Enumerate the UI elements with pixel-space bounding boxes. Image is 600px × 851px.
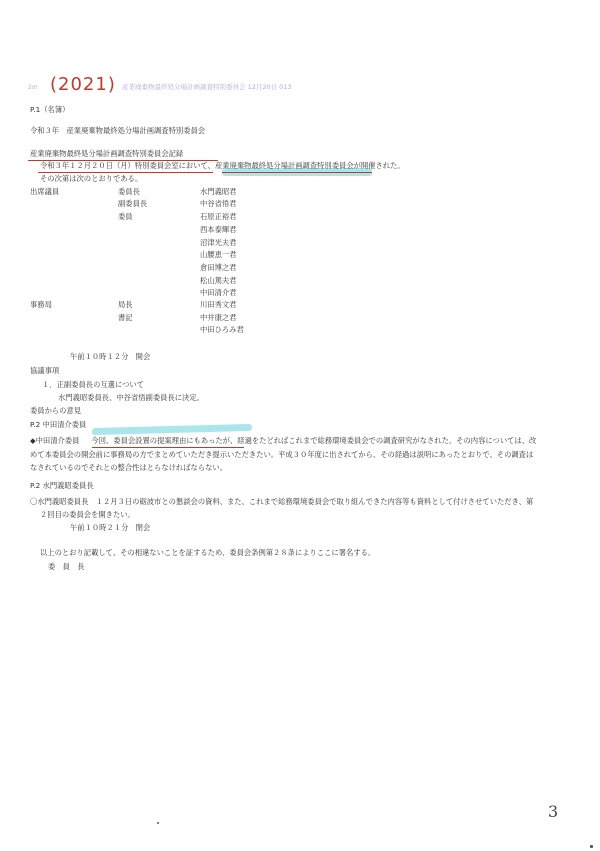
attendance-name: 中谷省悟君 bbox=[200, 199, 237, 208]
secretariat-name: 中田ひろみ君 bbox=[200, 325, 244, 334]
nakata-speaker: ◆中田清介委員 bbox=[30, 436, 80, 445]
attendance-name: 中田清介君 bbox=[200, 288, 237, 297]
page-label-p2-nakata: P.2 中田清介委員 bbox=[30, 420, 87, 429]
secretariat-label: 事務局 bbox=[30, 300, 52, 309]
certification-statement: 以上のとおり記載して、その相違ないことを証するため、委員会条例第２８条によりここに署名する。 bbox=[40, 548, 376, 557]
secretariat-name: 川田秀文君 bbox=[200, 300, 237, 309]
attendance-label: 出席議員 bbox=[30, 187, 60, 196]
signer-title: 委 員 長 bbox=[48, 562, 85, 571]
attendance-name: 水門義昭君 bbox=[200, 187, 237, 196]
secretariat-role: 局長 bbox=[118, 300, 133, 309]
scan-speck bbox=[157, 822, 159, 824]
record-date-line bbox=[40, 161, 405, 171]
attendance-name: 沼津光夫君 bbox=[200, 238, 237, 247]
record-committee-name: 産業廃棄物最終処分場計画調査特別委員会 bbox=[214, 161, 354, 170]
attendance-role: 委員 bbox=[118, 212, 133, 221]
record-date-part-a: 令和３年１２月２０日（月）特別委員会室において、 bbox=[40, 161, 215, 170]
attendance-name: 西本泰輝君 bbox=[200, 225, 237, 234]
agenda-intro: その次第は次のとおりである。 bbox=[40, 174, 143, 183]
agenda-heading: 協議事項 bbox=[30, 366, 60, 375]
agenda-item-1: １．正副委員長の互選について bbox=[42, 380, 145, 389]
opening-time: 午前１０時１２分 開会 bbox=[70, 352, 151, 361]
red-underline-nakata-phrase bbox=[92, 447, 244, 448]
attendance-role: 副委員長 bbox=[118, 199, 148, 208]
opinions-label: 委員からの意見 bbox=[30, 406, 82, 415]
attendance-name: 石原正裕君 bbox=[200, 212, 237, 221]
mizukado-speech-line-2: ２回目の委員会を開きたい。 bbox=[40, 510, 135, 519]
attendance-name: 松山篤夫君 bbox=[200, 276, 237, 285]
attendance-role: 委員長 bbox=[118, 187, 140, 196]
red-underline-committee bbox=[222, 172, 372, 173]
secretariat-name: 中井康之君 bbox=[200, 313, 237, 322]
nakata-speech-line-1 bbox=[30, 436, 536, 446]
cyan-highlight-section2-label bbox=[92, 424, 252, 435]
nakata-speech-line-2: めて本委員会の開会前に事務局の方でまとめていただき提示いただきたい。平成３０年度に出されてから、その経過は説明にあったとおりで、その調査は bbox=[30, 450, 534, 459]
closing-time: 午前１０時２１分 閉会 bbox=[70, 523, 151, 532]
page-label-p2-mizukado: P.2 水門義昭委員長 bbox=[30, 481, 94, 490]
secretariat-role: 書記 bbox=[118, 313, 133, 322]
record-title: 産業廃棄物最終処分場計画調査特別委員会記録 bbox=[30, 149, 184, 158]
nakata-speech-line-3: なされているのでそれとの整合性はとらなければならない。 bbox=[30, 463, 228, 472]
faint-header-text: 産業廃棄物最終処分場計画調査特別委員会 12月20日 013 bbox=[122, 83, 292, 91]
nakata-speech-rest: 、経過をたどればこれまで総務環境委員会での調査研究がなされた。その内容については、改 bbox=[229, 436, 537, 445]
faint-header-prefix: 2m bbox=[28, 84, 38, 91]
attendance-name: 倉田博之君 bbox=[200, 263, 237, 272]
handwritten-year-note: (2021) bbox=[50, 74, 116, 95]
page-label-p1: P.1（名簿） bbox=[30, 105, 70, 114]
attendance-name: 山腰恵一君 bbox=[200, 250, 237, 259]
agenda-item-1-result: 水門義昭委員長、中谷省悟副委員長に決定。 bbox=[58, 393, 204, 402]
scan-speck bbox=[590, 845, 593, 848]
handwritten-page-number: 3 bbox=[548, 802, 559, 821]
nakata-highlighted-phrase: 今回、委員会設置の提案理由にもあったが bbox=[91, 436, 230, 445]
record-date-part-c: が開催された。 bbox=[353, 161, 405, 170]
mizukado-speech-line-1: 〇水門義昭委員長 １２月３日の砺波市との懇談会の資料、また、これまで総務環境委員会で取り組んできた内容等も資料として付けさせていただき、第 bbox=[30, 497, 534, 506]
committee-title: 令和３年 産業廃棄物最終処分場計画調査特別委員会 bbox=[30, 126, 206, 135]
